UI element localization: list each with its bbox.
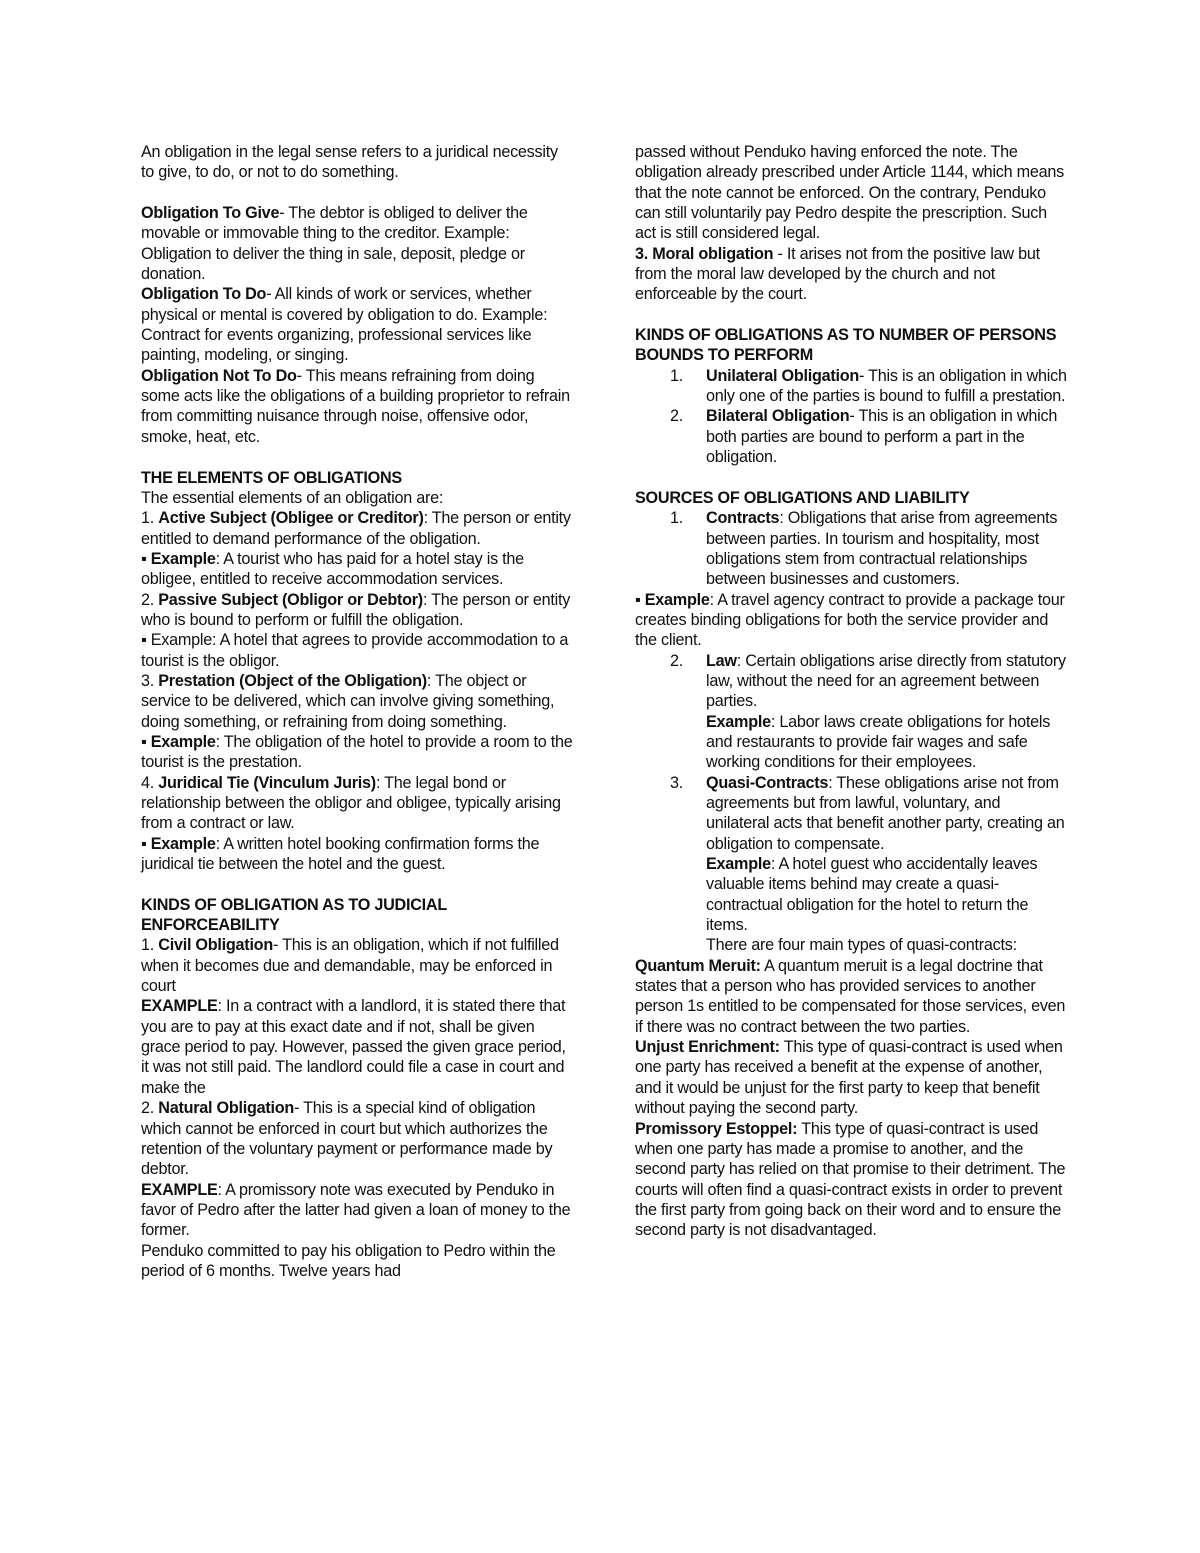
law-example: Example: Labor laws create obligations for hotels and restaurants to provide fair wages and safe working conditions for their employees. bbox=[706, 712, 1051, 772]
unjust-enrichment: Unjust Enrichment: This type of quasi-contract is used when one party has received a benefit at the expense of another, and it would be unjust for the first party to keep that benefit without paying the second party. bbox=[635, 1038, 1063, 1118]
text: - All kinds of work or services, whether physical or mental is covered by obligation to do. Example: Contract for events organizing, professional services like painting, modeling, or singing. bbox=[141, 285, 548, 365]
passive-subject-example: ▪ Example: A hotel that agrees to provide accommodation to a tourist is the obligor. bbox=[141, 631, 569, 670]
quasi-contract-types-intro: There are four main types of quasi-contracts: bbox=[706, 936, 1017, 955]
civil-obligation-example: EXAMPLE: In a contract with a landlord, it is stated there that you are to pay at this exact date and if not, shall be given grace period to pay. However, passed the given grace period, it was not still paid. The landlord could file a case in court and make the bbox=[141, 997, 566, 1097]
promissory-estoppel: Promissory Estoppel: This type of quasi-contract is used when one party has made a promise to another, and the second party has relied on that promise to their detriment. The courts will often find a quasi-contract exists in order to prevent the first party from going back on their word and to ensure the second party is not disadvantaged. bbox=[635, 1119, 1066, 1240]
judicial-enforceability-heading: KINDS OF OBLIGATION AS TO JUDICIAL ENFORCEABILITY bbox=[141, 895, 447, 935]
persons-bound-heading: KINDS OF OBLIGATIONS AS TO NUMBER OF PERSONS BOUNDS TO PERFORM bbox=[635, 326, 1057, 365]
moral-obligation: 3. Moral obligation - It arises not from the positive law but from the moral law developed by the church and not enforceable by the court. bbox=[635, 244, 1040, 304]
juridical-tie-example: ▪ Example: A written hotel booking confirmation forms the juridical tie between the hotel and the guest. bbox=[141, 834, 540, 874]
quasi-contracts-example: Example: A hotel guest who accidentally leaves valuable items behind may create a quasi-contractual obligation for the hotel to return the items. bbox=[706, 855, 1038, 935]
intro-paragraph: An obligation in the legal sense refers to a juridical necessity to give, to do, or not to do something. bbox=[141, 143, 558, 182]
bilateral-obligation: 2. Bilateral Obligation- This is an obligation in which both parties are bound to perform a part in the obligation. bbox=[670, 407, 1058, 467]
prestation: 3. Prestation (Object of the Obligation): The object or service to be delivered, which can involve giving something, doing something, or refraining from doing something. bbox=[141, 671, 555, 731]
natural-obligation-example: EXAMPLE: A promissory note was executed by Penduko in favor of Pedro after the latter had given a loan of money to the former. bbox=[141, 1180, 571, 1240]
civil-obligation: 1. Civil Obligation- This is an obligation, which if not fulfilled when it becomes due and demandable, may be enforced in court bbox=[141, 936, 559, 996]
natural-obligation-example-cont: Penduko committed to pay his obligation to Pedro within the period of 6 months. Twelve years had bbox=[141, 1241, 556, 1280]
passive-subject: 2. Passive Subject (Obligor or Debtor): The person or entity who is bound to perform or fulfill the obligation. bbox=[141, 590, 571, 629]
source-contracts: 1. Contracts: Obligations that arise from agreements between parties. In tourism and hospitality, most obligations stem from contractual relationships between businesses and customers. bbox=[670, 509, 1058, 589]
source-quasi-contracts: 3. Quasi-Contracts: These obligations arise not from agreements but from lawful, voluntary, and unilateral acts that benefit another party, creating an obligation to compensate. bbox=[670, 773, 1065, 853]
active-subject-example: ▪ Example: A tourist who has paid for a hotel stay is the obligee, entitled to receive accommodation services. bbox=[141, 549, 524, 589]
elements-intro: The essential elements of an obligation are: bbox=[141, 488, 444, 507]
obligation-to-give bbox=[141, 203, 573, 284]
active-subject: 1. Active Subject (Obligee or Creditor): The person or entity entitled to demand performance of the obligation. bbox=[141, 509, 571, 548]
term: Obligation To Do bbox=[141, 285, 267, 304]
obligation-to-do bbox=[141, 284, 573, 365]
obligation-not-to-do bbox=[141, 366, 573, 447]
natural-obligation: 2. Natural Obligation- This is a special kind of obligation which cannot be enforced in court but which authorizes the retention of the voluntary payment or performance made by debtor. bbox=[141, 1099, 553, 1179]
elements-heading: THE ELEMENTS OF OBLIGATIONS bbox=[141, 468, 402, 487]
quantum-meruit: Quantum Meruit: A quantum meruit is a legal doctrine that states that a person who has provided services to another person 1s entitled to be compensated for those services, even if there was no contract between the two parties. bbox=[635, 956, 1066, 1036]
text: - The debtor is obliged to deliver the movable or immovable thing to the creditor. Example: Obligation to deliver the thing in sale, deposit, pledge or donation. bbox=[141, 204, 528, 284]
natural-example-continuation: passed without Penduko having enforced the note. The obligation already prescribed under Article 1144, which means that the note cannot be enforced. On the contrary, Penduko can still voluntarily pay Pedro despite the prescription. Such act is still considered legal. bbox=[635, 143, 1064, 243]
left-column bbox=[141, 142, 573, 1281]
juridical-tie: 4. Juridical Tie (Vinculum Juris): The legal bond or relationship between the obligor and obligee, typically arising from a contract or law. bbox=[141, 773, 561, 833]
text: - This means refraining from doing some acts like the obligations of a building proprietor to refrain from committing nuisance through noise, offensive odor, smoke, heat, etc. bbox=[141, 366, 570, 446]
contracts-example: ▪ Example: A travel agency contract to provide a package tour creates binding obligations for both the service provider and the client. bbox=[635, 590, 1065, 650]
sources-heading: SOURCES OF OBLIGATIONS AND LIABILITY bbox=[635, 488, 970, 507]
prestation-example: ▪ Example: The obligation of the hotel to provide a room to the tourist is the prestation. bbox=[141, 732, 573, 772]
term: Obligation Not To Do bbox=[141, 366, 297, 385]
right-column bbox=[635, 142, 1067, 1241]
source-law: 2. Law: Certain obligations arise directly from statutory law, without the need for an agreement between parties. bbox=[670, 651, 1066, 711]
term: Obligation To Give bbox=[141, 204, 280, 223]
unilateral-obligation: 1. Unilateral Obligation- This is an obligation in which only one of the parties is bound to fulfill a prestation. bbox=[670, 366, 1067, 406]
